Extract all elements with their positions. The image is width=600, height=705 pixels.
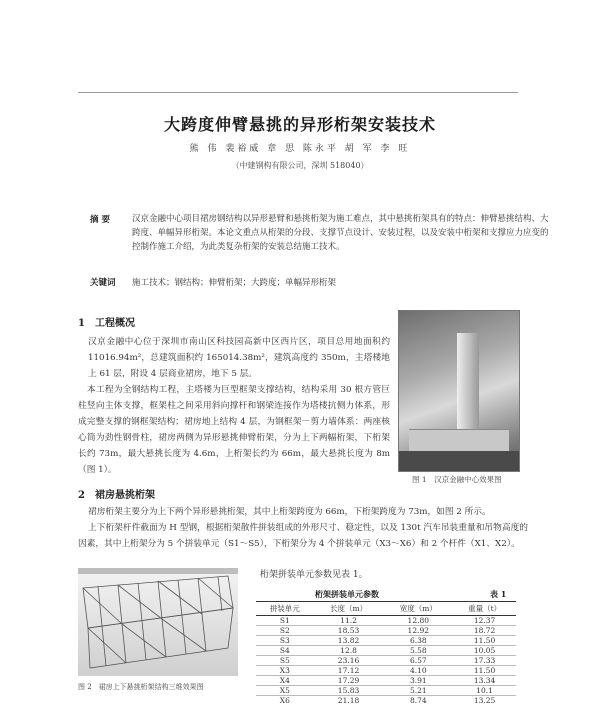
keywords-text: 施工技术；钢结构；伸臂桁架；大跨度；单幅异形桁架 (132, 276, 552, 288)
section-2-paragraph-1: 裙房桁架主要分为上下两个异形悬挑桁架，其中上桁架跨度为 66m，下桁架跨度为 73m，如图 2 所示。 (88, 504, 528, 520)
truss-render (78, 568, 238, 676)
table-cell: 6.57 (383, 656, 453, 666)
table-cell: 6.38 (383, 636, 453, 646)
figure-2-caption: 图 2 裙房上下悬挑桁架结构三维效果图 (78, 682, 204, 692)
table-row (256, 646, 516, 656)
podium-shape (409, 429, 509, 452)
table-cell: 12.80 (383, 616, 453, 626)
paper-title: 大跨度伸臂悬挑的异形桁架安装技术 (0, 112, 600, 135)
table-cell: S1 (256, 616, 314, 626)
table-cell: 17.12 (314, 666, 384, 676)
table-header-cell: 长度（m） (314, 602, 384, 616)
table-cell: X6 (256, 696, 314, 705)
table-cell: 21.18 (314, 696, 384, 705)
table-cell: S2 (256, 626, 314, 636)
table-row (256, 636, 516, 646)
table-cell: 13.25 (453, 696, 516, 705)
table-cell: 10.1 (453, 686, 516, 696)
table-cell: 4.10 (383, 666, 453, 676)
table-cell: 12.8 (314, 646, 384, 656)
table-cell: 13.82 (314, 636, 384, 646)
table-intro: 桁架拼装单元参数见表 1。 (260, 567, 368, 580)
table-row (256, 666, 516, 676)
table-row (256, 616, 516, 626)
header-rule (78, 92, 518, 93)
assembly-unit-table (256, 601, 516, 705)
table-row (256, 626, 516, 636)
table-cell: X4 (256, 676, 314, 686)
author-list: 熊 伟 裴裕威 章 思 陈永平 胡 军 李 旺 (0, 141, 600, 154)
table-cell: 17.29 (314, 676, 384, 686)
table-cell: S5 (256, 656, 314, 666)
table-cell: 13.34 (453, 676, 516, 686)
ground-shape (399, 451, 519, 471)
table-cell: X3 (256, 666, 314, 676)
table-header-cell: 拼装单元 (256, 602, 314, 616)
table-cell: 11.2 (314, 616, 384, 626)
section-1-paragraph-2: 本工程为全钢结构工程，主塔楼为巨型框架支撑结构，结构采用 30 根方管巨柱竖向主体支撑，框架柱之间采用斜向撑杆和钢梁连接作为塔楼抗侧力体系，形成完整支撑的钢框架结构；裙房地上结构 4 层，为钢框架－剪力墙体系：两座核心筒为劲性钢骨柱，裙房两侧为异形悬挑伸臂桁架，分为上下两幅桁架，下桁架长约 73m，最大悬挑长度为 4.6m，上桁架长约为 66m，最大悬挑长度为 8m（图 1）。 (78, 382, 390, 478)
table-cell: X5 (256, 686, 314, 696)
table-cell: 8.74 (383, 696, 453, 705)
table-cell: 11.50 (453, 666, 516, 676)
table-cell: 18.53 (314, 626, 384, 636)
table-cell: S3 (256, 636, 314, 646)
table-cell: 3.91 (383, 676, 453, 686)
section-1-paragraph-1: 汉京金融中心位于深圳市南山区科技园高新中区西片区，项目总用地面积约 11016.94m²，总建筑面积约 165014.38m²，建筑高度约 350m，主塔楼地上 61 层，附设 4 层商业裙房，地下 5 层。 (88, 334, 390, 382)
table-cell: 10.05 (453, 646, 516, 656)
table-cell: 18.72 (453, 626, 516, 636)
abstract-text: 汉京金融中心项目裙房钢结构以异形悬臂和悬挑桁架为施工难点，其中悬挑桁架具有的特点：伸臂悬挑结构、大跨度、单幅异形桁架。本论文重点从桁架的分段、支撑节点设计、安装过程，以及安装中桁架和支撑应力应变的控制作施工介绍，为此类复杂桁架的安装总结施工技术。 (132, 212, 552, 254)
abstract-label: 摘 要 (90, 213, 110, 225)
keywords-label: 关键词 (90, 276, 116, 288)
table-cell: 15.83 (314, 686, 384, 696)
figure-2-image (78, 568, 238, 676)
table-cell: 11.50 (453, 636, 516, 646)
table-row (256, 696, 516, 705)
table-row (256, 686, 516, 696)
table-header-cell: 重量（t） (453, 602, 516, 616)
table-cell: 17.33 (453, 656, 516, 666)
section-2-paragraph-2: 上下桁架杆件截面为 H 型钢，根据桁架散件拼装组成的外形尺寸、稳定性，以及 130t 汽车吊装重量和吊物高度的因素，其中上桁架分为 5 个拼装单元（S1～S5），下桁架分为 4 个拼装单元（X3～X6）和 2 个杆件（X1、X2）。 (78, 520, 528, 552)
figure-1-caption: 图 1 汉京金融中心效果图 (412, 474, 502, 485)
table-row (256, 676, 516, 686)
figure-1-image (398, 310, 520, 472)
table-number: 表 1 (490, 589, 506, 600)
table-title: 桁架拼装单元参数 (315, 589, 379, 600)
table-cell: 12.37 (453, 616, 516, 626)
table-header-row (256, 602, 516, 616)
table-cell: S4 (256, 646, 314, 656)
affiliation: （中建钢构有限公司，深圳 518040） (0, 160, 600, 171)
table-row (256, 656, 516, 666)
table-header-cell: 宽度（m） (383, 602, 453, 616)
section-1-heading: 1 工程概况 (78, 314, 135, 329)
table-cell: 12.92 (383, 626, 453, 636)
section-2-heading: 2 裙房悬挑桁架 (78, 486, 155, 501)
table-cell: 5.58 (383, 646, 453, 656)
table-cell: 23.16 (314, 656, 384, 666)
table-cell: 5.21 (383, 686, 453, 696)
